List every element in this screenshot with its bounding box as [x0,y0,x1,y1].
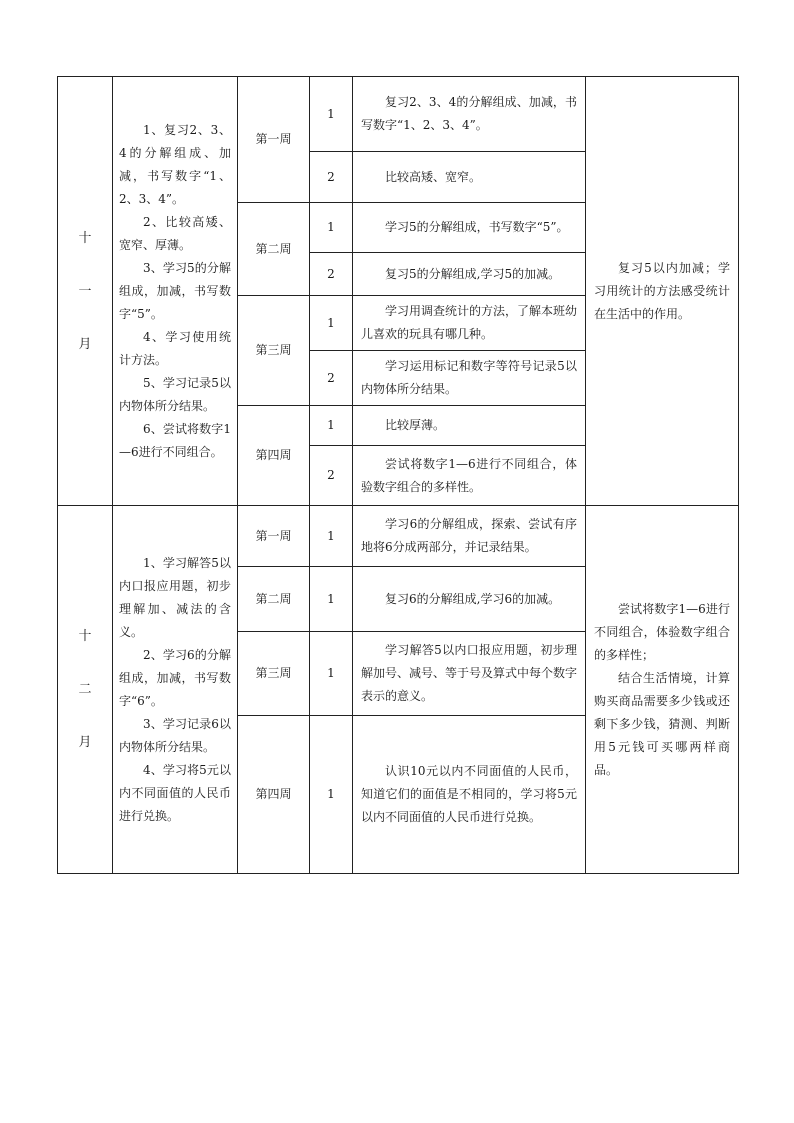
month-cell-december [58,506,113,874]
goal-item: 1、学习解答5以内口报应用题，初步理解加、减法的含义。 [119,555,231,639]
session-number: 1 [310,506,353,567]
note-item: 尝试将数字1—6进行不同组合，体验数字组合的多样性； [594,601,730,662]
week-label: 第四周 [238,406,310,506]
month-char: 十 [78,629,92,644]
goal-item: 6、尝试将数字1—6进行不同组合。 [119,421,231,459]
session-text: 学习运用标记和数字等符号记录5以内物体所分结果。 [361,359,577,396]
session-number: 1 [310,716,353,874]
table-row [58,506,739,567]
week-label: 第四周 [238,716,310,874]
month-char: 十 [78,230,92,246]
session-text: 复习6的分解组成,学习6的加减。 [385,591,561,606]
note-item: 复习5以内加减；学习用统计的方法感受统计在生活中的作用。 [594,260,730,321]
session-number: 2 [310,446,353,506]
session-text: 比较厚薄。 [385,418,446,432]
session-text: 认识10元以内不同面值的人民币，知道它们的面值是不相同的，学习将5元以内不同面值的人民币进行兑换。 [361,764,577,824]
session-number: 1 [310,77,353,152]
session-content [353,716,586,874]
session-content [353,203,586,253]
notes-cell [586,77,739,506]
math-teaching-plan-table [57,76,739,874]
session-content [353,351,586,406]
session-content [353,296,586,351]
session-content [353,567,586,632]
session-text: 尝试将数字1—6进行不同组合，体验数字组合的多样性。 [361,456,577,494]
session-content [353,253,586,296]
month-char: 二 [78,682,92,697]
session-number: 2 [310,152,353,203]
goal-item: 2、比较高矮、宽窄、厚薄。 [119,214,231,252]
monthly-goals-cell [113,506,238,874]
goal-item: 4、学习使用统计方法。 [119,329,231,367]
table-row [58,77,739,152]
goal-item: 5、学习记录5以内物体所分结果。 [119,375,231,413]
week-label: 第一周 [238,506,310,567]
goal-item: 1、复习2、3、4的分解组成、加减，书写数字“1、2、3、4”。 [119,122,231,206]
week-label: 第二周 [238,567,310,632]
session-text: 学习6的分解组成，探索、尝试有序地将6分成两部分，并记录结果。 [361,517,577,554]
session-number: 1 [310,296,353,351]
session-content [353,506,586,567]
month-char: 月 [78,735,92,750]
session-number: 2 [310,253,353,296]
session-number: 2 [310,351,353,406]
goal-item: 3、学习记录6以内物体所分结果。 [119,716,231,754]
session-text: 复习5的分解组成,学习5的加减。 [385,266,561,281]
session-content [353,406,586,446]
session-text: 学习5的分解组成，书写数字“5”。 [385,220,569,234]
week-label: 第三周 [238,632,310,716]
month-cell-november [58,77,113,506]
week-label: 第三周 [238,296,310,406]
week-label: 第一周 [238,77,310,203]
session-content [353,77,586,152]
session-content [353,152,586,203]
notes-cell [586,506,739,874]
goal-item: 2、学习6的分解组成，加减，书写数字“6”。 [119,647,231,708]
note-item: 结合生活情境，计算购买商品需要多少钱或还剩下多少钱，猜测、判断用5元钱可买哪两样商品。 [594,670,730,777]
month-char: 一 [78,283,92,299]
session-number: 1 [310,567,353,632]
session-text: 学习用调查统计的方法，了解本班幼儿喜欢的玩具有哪几种。 [361,304,578,341]
session-content [353,632,586,716]
goal-item: 3、学习5的分解组成，加减，书写数字“5”。 [119,260,231,321]
goal-item: 4、学习将5元以内不同面值的人民币进行兑换。 [119,762,231,823]
month-char: 月 [78,336,92,352]
session-text: 学习解答5以内口报应用题，初步理解加号、减号、等于号及算式中每个数字表示的意义。 [361,643,578,703]
session-text: 比较高矮、宽窄。 [385,169,482,184]
session-number: 1 [310,203,353,253]
session-number: 1 [310,632,353,716]
week-label: 第二周 [238,203,310,296]
session-content [353,446,586,506]
session-text: 复习2、3、4的分解组成、加减，书写数字“1、2、3、4”。 [361,95,577,132]
monthly-goals-cell [113,77,238,506]
session-number: 1 [310,406,353,446]
